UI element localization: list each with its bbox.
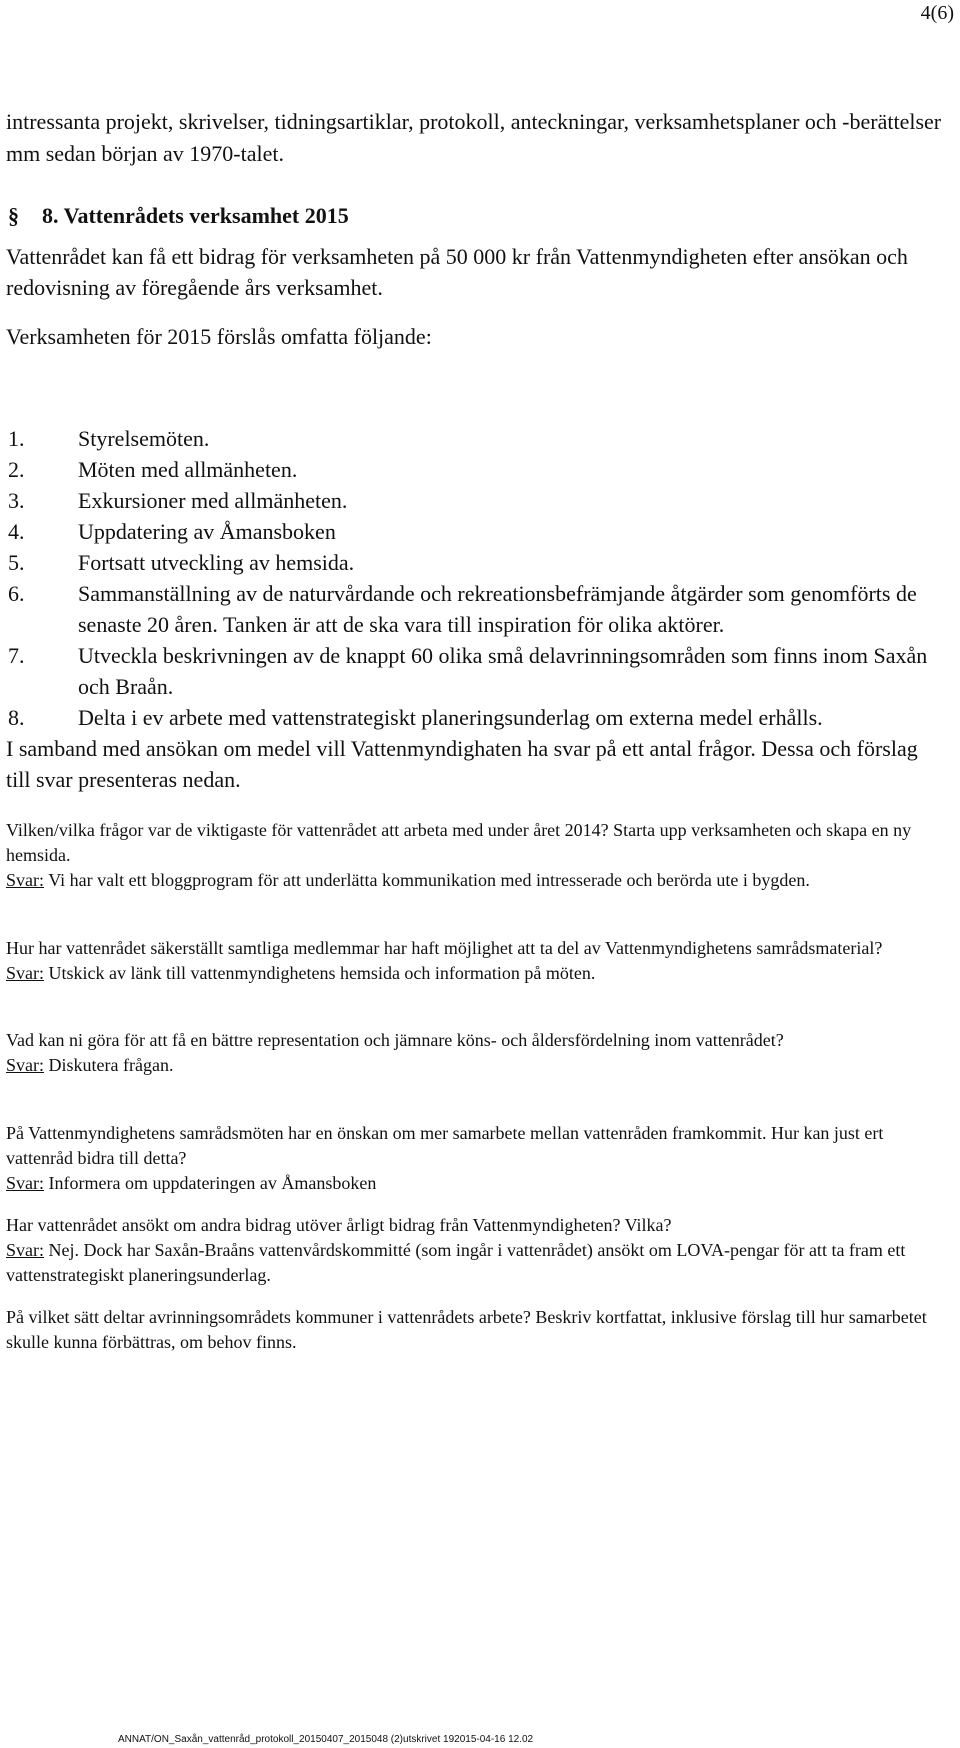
activities-list — [8, 423, 938, 733]
qa-block — [6, 1305, 946, 1355]
qa-block — [6, 1213, 946, 1288]
list-item: 6. Sammanställning av de naturvårdande och rekreationsbefrämjande åtgärder som genomförts de senaste 20 åren. Tanken är att de ska vara till inspiration för olika aktörer. — [8, 581, 917, 637]
list-item: 7. Utveckla beskrivningen av de knappt 60 olika små delavrinningsområden som finns inom Saxån och Braån. — [8, 643, 928, 699]
list-item: 3. Exkursioner med allmänheten. — [8, 488, 348, 513]
qa-block — [6, 1028, 946, 1078]
answer-label: Svar: — [6, 1173, 44, 1193]
qa-block — [6, 936, 946, 986]
qa-block — [6, 818, 946, 893]
section-symbol: § — [8, 203, 19, 228]
section-title: 8. Vattenrådets verksamhet 2015 — [42, 203, 349, 228]
answer: Svar: Nej. Dock har Saxån-Braåns vattenvårdskommitté (som ingår i vattenrådet) ansökt om LOVA-pengar för att ta fram ett vattenstrategiskt planeringsunderlag. — [6, 1240, 906, 1285]
list-item: 2. Möten med allmänheten. — [8, 457, 298, 482]
list-item: 5. Fortsatt utveckling av hemsida. — [8, 550, 355, 575]
qa-block — [6, 1121, 946, 1196]
list-item: 4. Uppdatering av Åmansboken — [8, 519, 336, 544]
question: På Vattenmyndighetens samrådsmöten har en önskan om mer samarbete mellan vattenråden framkommit. Hur kan just ert vattenråd bidra till detta? — [6, 1123, 884, 1168]
answer: Svar: Vi har valt ett bloggprogram för att underlätta kommunikation med intresserade och berörda ute i bygden. — [6, 870, 810, 890]
question: På vilket sätt deltar avrinningsområdets kommuner i vattenrådets arbete? Beskriv kortfattat, inklusive förslag till hur samarbetet skulle kunna förbättras, om behov finns. — [6, 1307, 927, 1352]
question: Vilken/vilka frågor var de viktigaste för vattenrådet att arbeta med under året 2014? Starta upp verksamheten och skapa en ny hemsida. — [6, 820, 912, 865]
questions-intro: I samband med ansökan om medel vill Vattenmyndighaten ha svar på ett antal frågor. Dessa och förslag till svar presenteras nedan. — [6, 736, 918, 792]
answer: Svar: Diskutera frågan. — [6, 1055, 174, 1075]
answer-label: Svar: — [6, 963, 44, 983]
answer: Svar: Informera om uppdateringen av Åmansboken — [6, 1173, 377, 1193]
list-item: 8. Delta i ev arbete med vattenstrategiskt planeringsunderlag om externa medel erhålls. — [8, 705, 823, 730]
answer: Svar: Utskick av länk till vattenmyndighetens hemsida och information på möten. — [6, 963, 596, 983]
footer-filename: ANNAT/ON_Saxån_vattenråd_protokoll_20150407_2015048 (2)utskrivet 192015-04-16 12.02 — [118, 1734, 534, 1745]
list-item: 1. Styrelsemöten. — [8, 426, 210, 451]
question: Vad kan ni göra för att få en bättre representation och jämnare köns- och åldersfördelning inom vattenrådet? — [6, 1030, 784, 1050]
answer-label: Svar: — [6, 1240, 44, 1260]
question: Hur har vattenrådet säkerställt samtliga medlemmar har haft möjlighet att ta del av Vattenmyndighetens samrådsmaterial? — [6, 938, 883, 958]
grant-paragraph: Vattenrådet kan få ett bidrag för verksamheten på 50 000 kr från Vattenmyndigheten efter ansökan och redovisning av föregående års verksamhet. — [6, 244, 908, 300]
page-number: 4(6) — [920, 2, 954, 24]
answer-label: Svar: — [6, 1055, 44, 1075]
answer-label: Svar: — [6, 870, 44, 890]
section-heading — [8, 203, 349, 229]
intro-paragraph: intressanta projekt, skrivelser, tidningsartiklar, protokoll, anteckningar, verksamhetsplaner och -berättelser mm sedan början av 1970-talet. — [6, 109, 942, 166]
question: Har vattenrådet ansökt om andra bidrag utöver årligt bidrag från Vattenmyndigheten? Vilka? — [6, 1215, 672, 1235]
activities-intro: Verksamheten för 2015 förslås omfatta följande: — [6, 324, 432, 349]
